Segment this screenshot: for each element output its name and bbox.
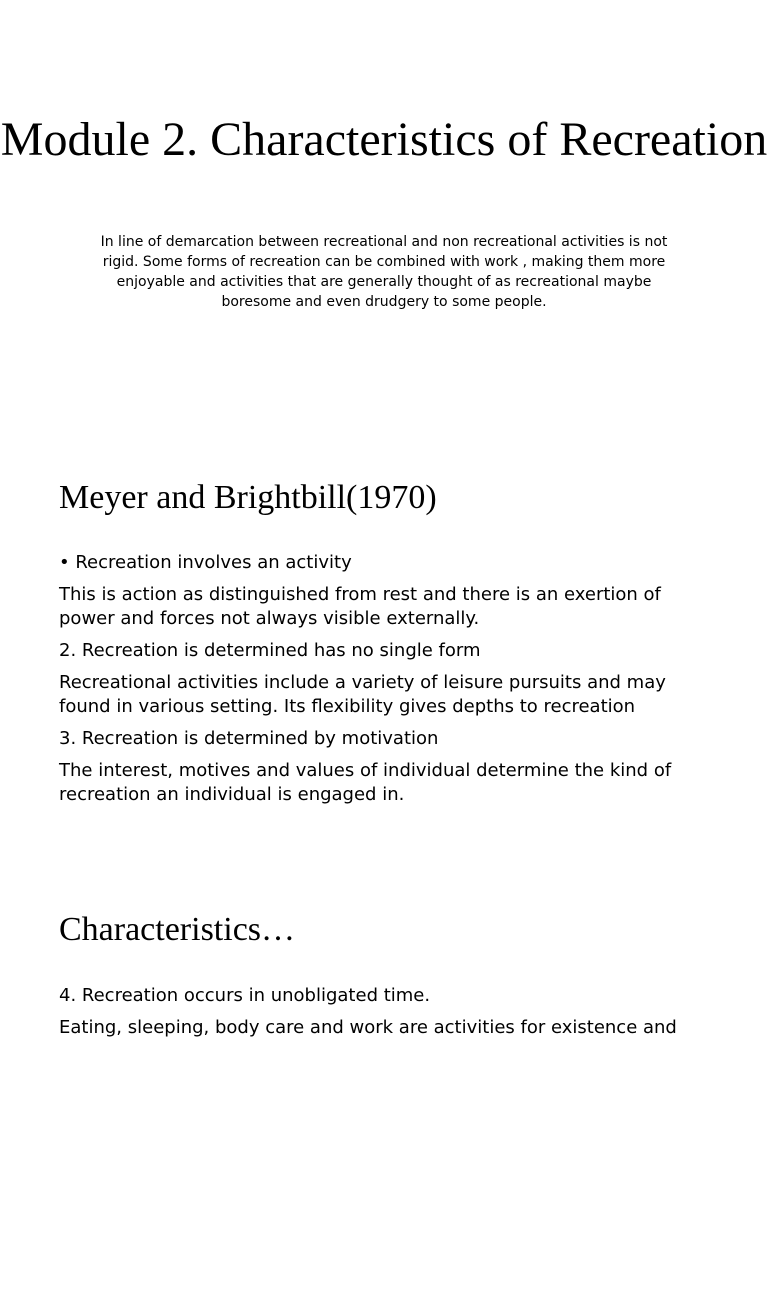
slide-3-title: Characteristics… [59,911,296,948]
slide-3-body [59,984,719,1048]
slide-2-body [59,551,719,815]
slide-2-item: Recreational activities include a variety of leisure pursuits and may found in various setting. Its flexibility gives depths to recreation [59,672,666,717]
slide-3-item: 4. Recreation occurs in unobligated time. [59,985,431,1006]
slide-2-item: 3. Recreation is determined by motivation [59,728,439,749]
slide-2-item: This is action as distinguished from rest and there is an exertion of power and forces not always visible externally. [59,584,661,629]
slide-2-title: Meyer and Brightbill(1970) [59,479,437,516]
slide-1 [0,0,768,430]
slide-3-item: Eating, sleeping, body care and work are activities for existence and [59,1017,677,1038]
slide-2-item: 2. Recreation is determined has no single form [59,640,481,661]
slide-2 [0,430,768,860]
slide-2-item: • Recreation involves an activity [59,552,352,573]
slide-1-title: Module 2. Characteristics of Recreation [0,113,768,166]
slide-3 [0,860,768,1290]
slide-2-item: The interest, motives and values of individual determine the kind of recreation an individual is engaged in. [59,760,672,805]
slide-1-subtitle: In line of demarcation between recreational and non recreational activities is not rigid. Some forms of recreation can be combined with work , making them more enjoyable and activities that are generally thought of as recreational maybe boresome and even drudgery to some people. [100,234,668,310]
